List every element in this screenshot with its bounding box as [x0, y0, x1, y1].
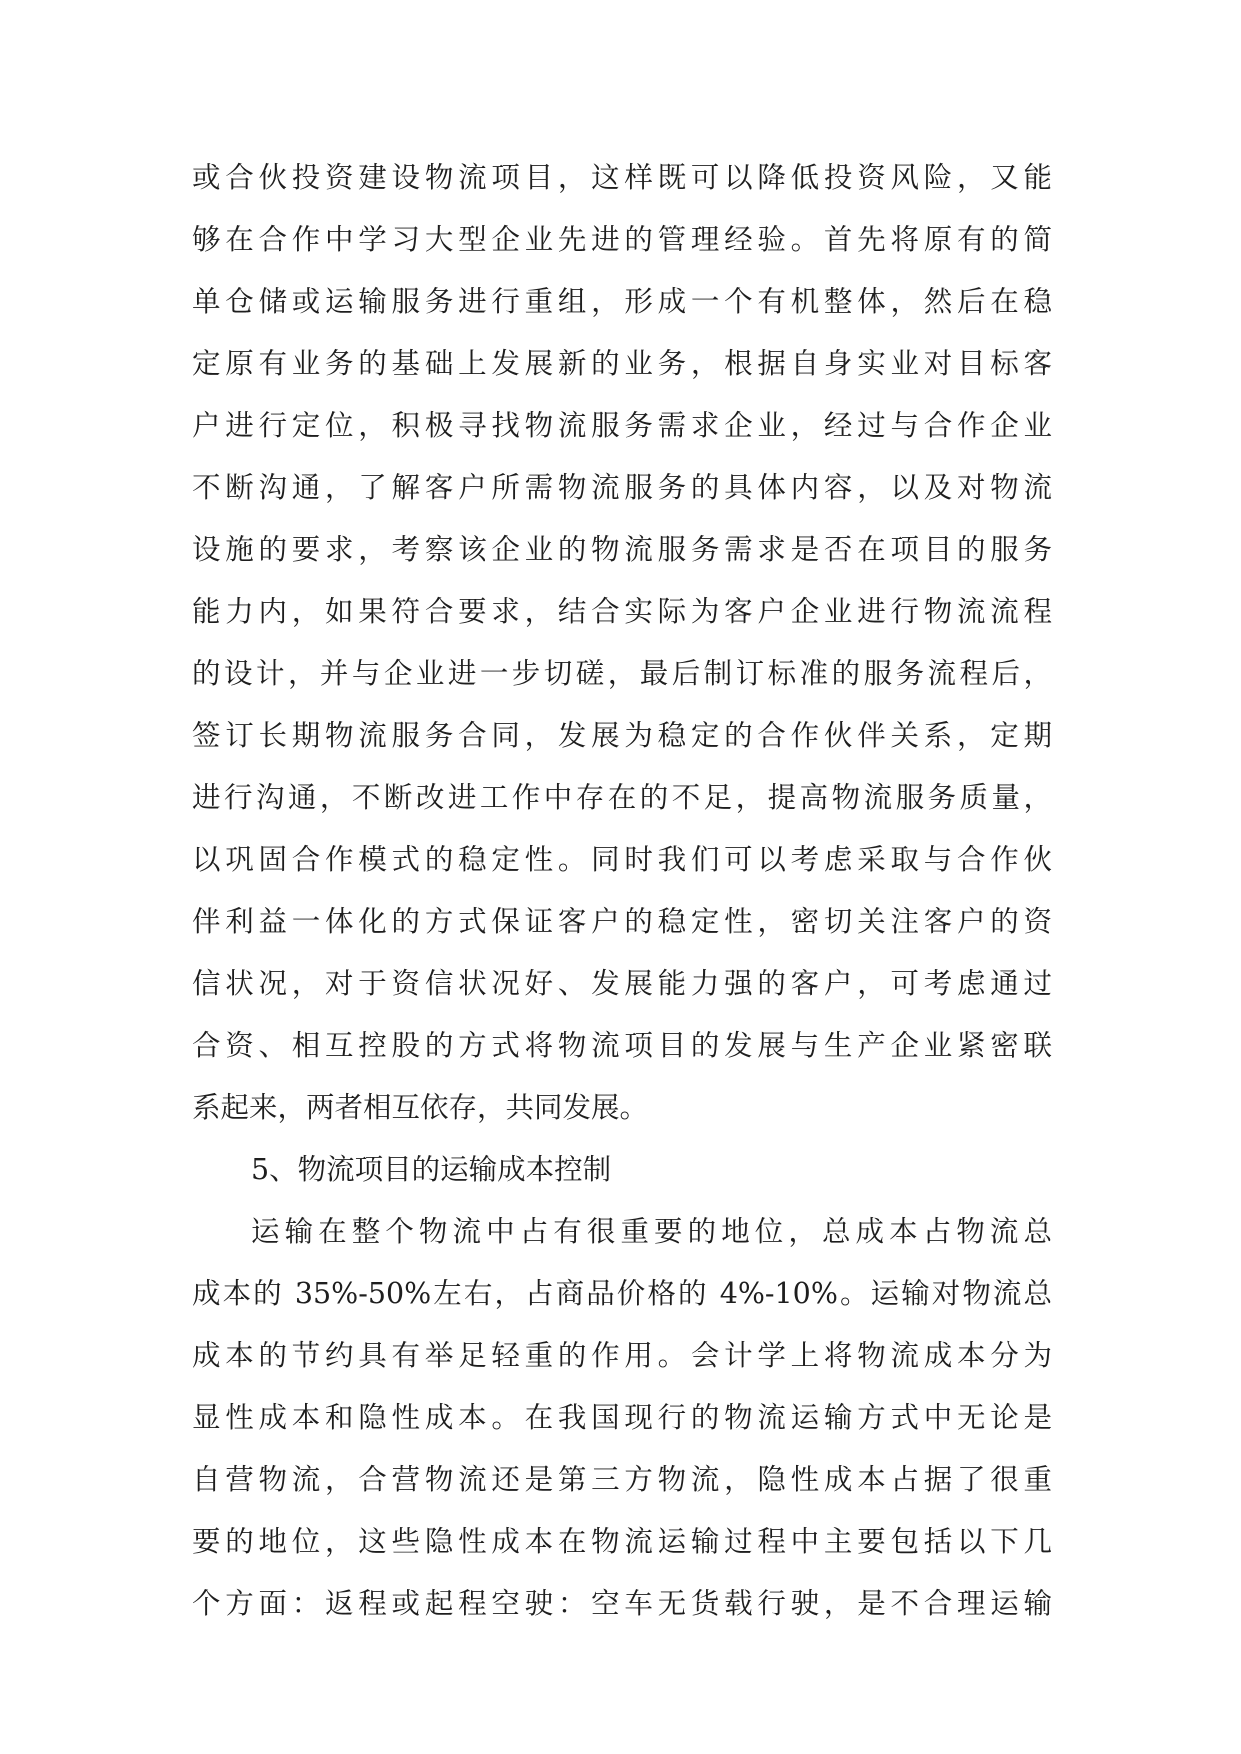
text-line: 信状况，对于资信状况好、发展能力强的客户，可考虑通过 [192, 967, 1052, 1000]
text-line: 自营物流，合营物流还是第三方物流，隐性成本占据了很重 [192, 1463, 1052, 1496]
text-line: 个方面：返程或起程空驶：空车无货载行驶，是不合理运输 [192, 1587, 1052, 1620]
text-line: 成本的 35%-50%左右，占商品价格的 4%-10%。运输对物流总 [192, 1277, 1052, 1310]
text-line: 或合伙投资建设物流项目，这样既可以降低投资风险，又能 [192, 161, 1052, 194]
section-heading [192, 1150, 1052, 1212]
text-line: 显性成本和隐性成本。在我国现行的物流运输方式中无论是 [192, 1401, 1052, 1434]
paragraph-cooperation [192, 158, 1052, 1150]
text-line: 以巩固合作模式的稳定性。同时我们可以考虑采取与合作伙 [192, 843, 1052, 876]
text-line: 进行沟通，不断改进工作中存在的不足，提高物流服务质量， [192, 781, 1052, 814]
text-line: 签订长期物流服务合同，发展为稳定的合作伙伴关系，定期 [192, 719, 1052, 752]
text-line: 够在合作中学习大型企业先进的管理经验。首先将原有的简 [192, 223, 1052, 256]
text-line: 单仓储或运输服务进行重组，形成一个有机整体，然后在稳 [192, 285, 1052, 318]
document-page [192, 158, 1052, 1646]
text-line: 的设计，并与企业进一步切磋，最后制订标准的服务流程后， [192, 657, 1052, 690]
heading-line: 5、物流项目的运输成本控制 [251, 1153, 612, 1186]
text-line: 运输在整个物流中占有很重要的地位，总成本占物流总 [251, 1215, 1052, 1248]
text-line: 要的地位，这些隐性成本在物流运输过程中主要包括以下几 [192, 1525, 1052, 1558]
text-line: 伴利益一体化的方式保证客户的稳定性，密切关注客户的资 [192, 905, 1052, 938]
paragraph-transport-cost [192, 1212, 1052, 1646]
text-line: 不断沟通，了解客户所需物流服务的具体内容，以及对物流 [192, 471, 1052, 504]
text-line: 系起来，两者相互依存，共同发展。 [192, 1091, 649, 1124]
text-line: 定原有业务的基础上发展新的业务，根据自身实业对目标客 [192, 347, 1052, 380]
text-line: 合资、相互控股的方式将物流项目的发展与生产企业紧密联 [192, 1029, 1052, 1062]
text-line: 户进行定位，积极寻找物流服务需求企业，经过与合作企业 [192, 409, 1052, 442]
text-line: 成本的节约具有举足轻重的作用。会计学上将物流成本分为 [192, 1339, 1052, 1372]
text-line: 设施的要求，考察该企业的物流服务需求是否在项目的服务 [192, 533, 1052, 566]
text-line: 能力内，如果符合要求，结合实际为客户企业进行物流流程 [192, 595, 1052, 628]
